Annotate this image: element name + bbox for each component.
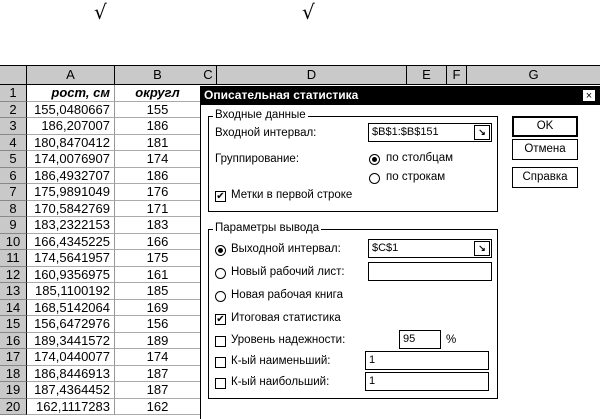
kth-smallest-label[interactable]: К-ый наименьший: xyxy=(231,355,331,367)
cell-a[interactable]: 174,0076907 xyxy=(27,151,115,168)
help-button[interactable]: Справка xyxy=(512,167,578,188)
table-row xyxy=(0,250,200,267)
table-row xyxy=(0,234,200,251)
column-header-d[interactable]: D xyxy=(217,66,407,84)
by-rows-label[interactable]: по строкам xyxy=(386,171,446,183)
new-sheet-label[interactable]: Новый рабочий лист: xyxy=(231,266,345,278)
row-number[interactable]: 18 xyxy=(0,366,27,383)
row-number[interactable]: 6 xyxy=(0,168,27,185)
table-row xyxy=(0,201,200,218)
cell-b[interactable]: 162 xyxy=(115,399,200,416)
cell-a[interactable]: 156,6472976 xyxy=(27,316,115,333)
row-number[interactable]: 10 xyxy=(0,234,27,251)
table-row xyxy=(0,283,200,300)
output-options-group xyxy=(208,222,498,399)
table-row xyxy=(0,118,200,135)
kth-largest-field[interactable]: 1 xyxy=(365,372,489,391)
table-row xyxy=(0,349,200,366)
corner-cell[interactable] xyxy=(0,66,27,84)
row-number[interactable]: 15 xyxy=(0,316,27,333)
table-row xyxy=(0,333,200,350)
output-range-value: $C$1 xyxy=(372,242,399,254)
descriptive-statistics-dialog xyxy=(200,86,600,419)
radio-new-book[interactable] xyxy=(215,291,226,302)
cell-b[interactable]: 187 xyxy=(115,366,200,383)
input-group-legend: Входные данные xyxy=(215,109,306,121)
cell-a[interactable]: 162,1117283 xyxy=(27,399,115,416)
cell-b[interactable]: 187 xyxy=(115,382,200,399)
cell-b[interactable]: 174 xyxy=(115,151,200,168)
cancel-button[interactable]: Отмена xyxy=(512,139,578,160)
sqrt-mark-1: √ xyxy=(94,0,107,24)
table-row xyxy=(0,85,200,102)
cell-b[interactable]: 166 xyxy=(115,234,200,251)
percent-label: % xyxy=(446,334,457,346)
cell-a[interactable]: 155,0480667 xyxy=(27,102,115,119)
cell-a[interactable]: 186,4932707 xyxy=(27,168,115,185)
radio-by-rows[interactable] xyxy=(369,173,380,184)
labels-first-row-checkbox[interactable]: ✔ xyxy=(216,191,225,202)
output-range-label[interactable]: Выходной интервал: xyxy=(231,243,341,255)
labels-first-row-label[interactable]: Метки в первой строке xyxy=(231,189,353,201)
cell-a[interactable]: 180,8470412 xyxy=(27,135,115,152)
output-group-legend: Параметры вывода xyxy=(215,222,320,234)
row-number[interactable]: 20 xyxy=(0,399,27,416)
new-sheet-field[interactable] xyxy=(368,262,492,281)
table-row xyxy=(0,399,200,416)
confidence-checkbox[interactable] xyxy=(215,336,226,347)
cell-b[interactable]: 169 xyxy=(115,300,200,317)
confidence-label[interactable]: Уровень надежности: xyxy=(231,334,346,346)
cell-a[interactable]: рост, см xyxy=(27,85,115,102)
cell-a[interactable]: 183,2322153 xyxy=(27,217,115,234)
table-row xyxy=(0,217,200,234)
column-header-g[interactable]: G xyxy=(528,67,539,82)
input-range-field[interactable] xyxy=(368,123,492,142)
column-header-b[interactable]: B xyxy=(153,67,162,82)
grouping-label: Группирование: xyxy=(215,153,300,165)
row-number[interactable]: 5 xyxy=(0,151,27,168)
new-book-label[interactable]: Новая рабочая книга xyxy=(231,289,343,301)
by-columns-label[interactable]: по столбцам xyxy=(386,152,454,164)
cell-a[interactable]: 170,5842769 xyxy=(27,201,115,218)
input-data-group xyxy=(208,109,498,212)
cell-b[interactable]: 155 xyxy=(115,102,200,119)
cell-a[interactable]: 185,1100192 xyxy=(27,283,115,300)
radio-output-range[interactable] xyxy=(215,245,226,256)
cell-b[interactable]: 186 xyxy=(115,118,200,135)
row-number[interactable]: 7 xyxy=(0,184,27,201)
row-number[interactable]: 13 xyxy=(0,283,27,300)
cell-b[interactable]: 183 xyxy=(115,217,200,234)
cell-b[interactable]: 171 xyxy=(115,201,200,218)
radio-new-sheet[interactable] xyxy=(215,268,226,279)
range-picker-icon[interactable]: ↘ xyxy=(474,125,490,140)
radio-by-columns[interactable] xyxy=(369,154,380,165)
table-row xyxy=(0,300,200,317)
cell-a[interactable]: 174,5641957 xyxy=(27,250,115,267)
kth-smallest-field[interactable]: 1 xyxy=(365,351,489,370)
cell-a[interactable]: 160,9356975 xyxy=(27,267,115,284)
kth-largest-label[interactable]: К-ый наибольший: xyxy=(231,376,330,388)
column-header-row xyxy=(0,65,200,85)
cell-a[interactable]: 186,8446913 xyxy=(27,366,115,383)
cell-a[interactable]: 189,3441572 xyxy=(27,333,115,350)
table-row xyxy=(0,168,200,185)
output-range-field[interactable] xyxy=(368,239,492,258)
row-number[interactable]: 9 xyxy=(0,217,27,234)
row-number[interactable]: 12 xyxy=(0,267,27,284)
cell-b[interactable]: 186 xyxy=(115,168,200,185)
row-number[interactable]: 4 xyxy=(0,135,27,152)
cell-b[interactable]: 156 xyxy=(115,316,200,333)
table-row xyxy=(0,316,200,333)
input-range-value: $B$1:$B$151 xyxy=(372,126,439,138)
column-header-row-right xyxy=(200,65,600,85)
cell-a[interactable]: 166,4345225 xyxy=(27,234,115,251)
row-number[interactable]: 14 xyxy=(0,300,27,317)
cell-a[interactable]: 168,5142064 xyxy=(27,300,115,317)
row-number[interactable]: 1 xyxy=(0,85,27,102)
table-row xyxy=(0,382,200,399)
row-number[interactable]: 2 xyxy=(0,102,27,119)
sqrt-mark-2: √ xyxy=(302,0,315,24)
table-row xyxy=(0,267,200,284)
cell-b[interactable]: 181 xyxy=(115,135,200,152)
cell-b[interactable]: 161 xyxy=(115,267,200,284)
table-row xyxy=(0,151,200,168)
kth-smallest-checkbox[interactable] xyxy=(215,357,226,368)
row-number[interactable]: 11 xyxy=(0,250,27,267)
cell-b[interactable]: 185 xyxy=(115,283,200,300)
cell-a[interactable]: 187,4364452 xyxy=(27,382,115,399)
column-header-a[interactable]: A xyxy=(27,66,115,84)
input-range-label: Входной интервал: xyxy=(215,127,317,139)
confidence-field[interactable]: 95 xyxy=(399,330,441,349)
kth-largest-checkbox[interactable] xyxy=(215,378,226,389)
column-header-e[interactable]: E xyxy=(407,66,447,84)
row-number[interactable]: 3 xyxy=(0,118,27,135)
summary-label[interactable]: Итоговая статистика xyxy=(231,312,341,324)
column-header-c[interactable]: C xyxy=(200,66,217,84)
row-number[interactable]: 16 xyxy=(0,333,27,350)
row-number[interactable]: 19 xyxy=(0,382,27,399)
table-row xyxy=(0,102,200,119)
ok-button[interactable]: OK xyxy=(512,116,578,137)
close-icon[interactable]: × xyxy=(582,89,596,102)
cell-b[interactable]: 176 xyxy=(115,184,200,201)
cell-b[interactable]: 189 xyxy=(115,333,200,350)
row-number[interactable]: 8 xyxy=(0,201,27,218)
cell-a[interactable]: 174,0440077 xyxy=(27,349,115,366)
column-header-f[interactable]: F xyxy=(447,66,467,84)
table-row xyxy=(0,366,200,383)
table-row xyxy=(0,184,200,201)
cell-b[interactable]: 174 xyxy=(115,349,200,366)
table-row xyxy=(0,135,200,152)
summary-checkbox[interactable]: ✔ xyxy=(216,314,225,325)
cell-b[interactable]: 175 xyxy=(115,250,200,267)
cell-b[interactable]: округл xyxy=(115,85,200,102)
cell-a[interactable]: 175,9891049 xyxy=(27,184,115,201)
cell-a[interactable]: 186,207007 xyxy=(27,118,115,135)
output-picker-icon[interactable]: ↘ xyxy=(474,241,490,256)
dialog-title: Описательная статистика xyxy=(201,86,600,105)
row-number[interactable]: 17 xyxy=(0,349,27,366)
